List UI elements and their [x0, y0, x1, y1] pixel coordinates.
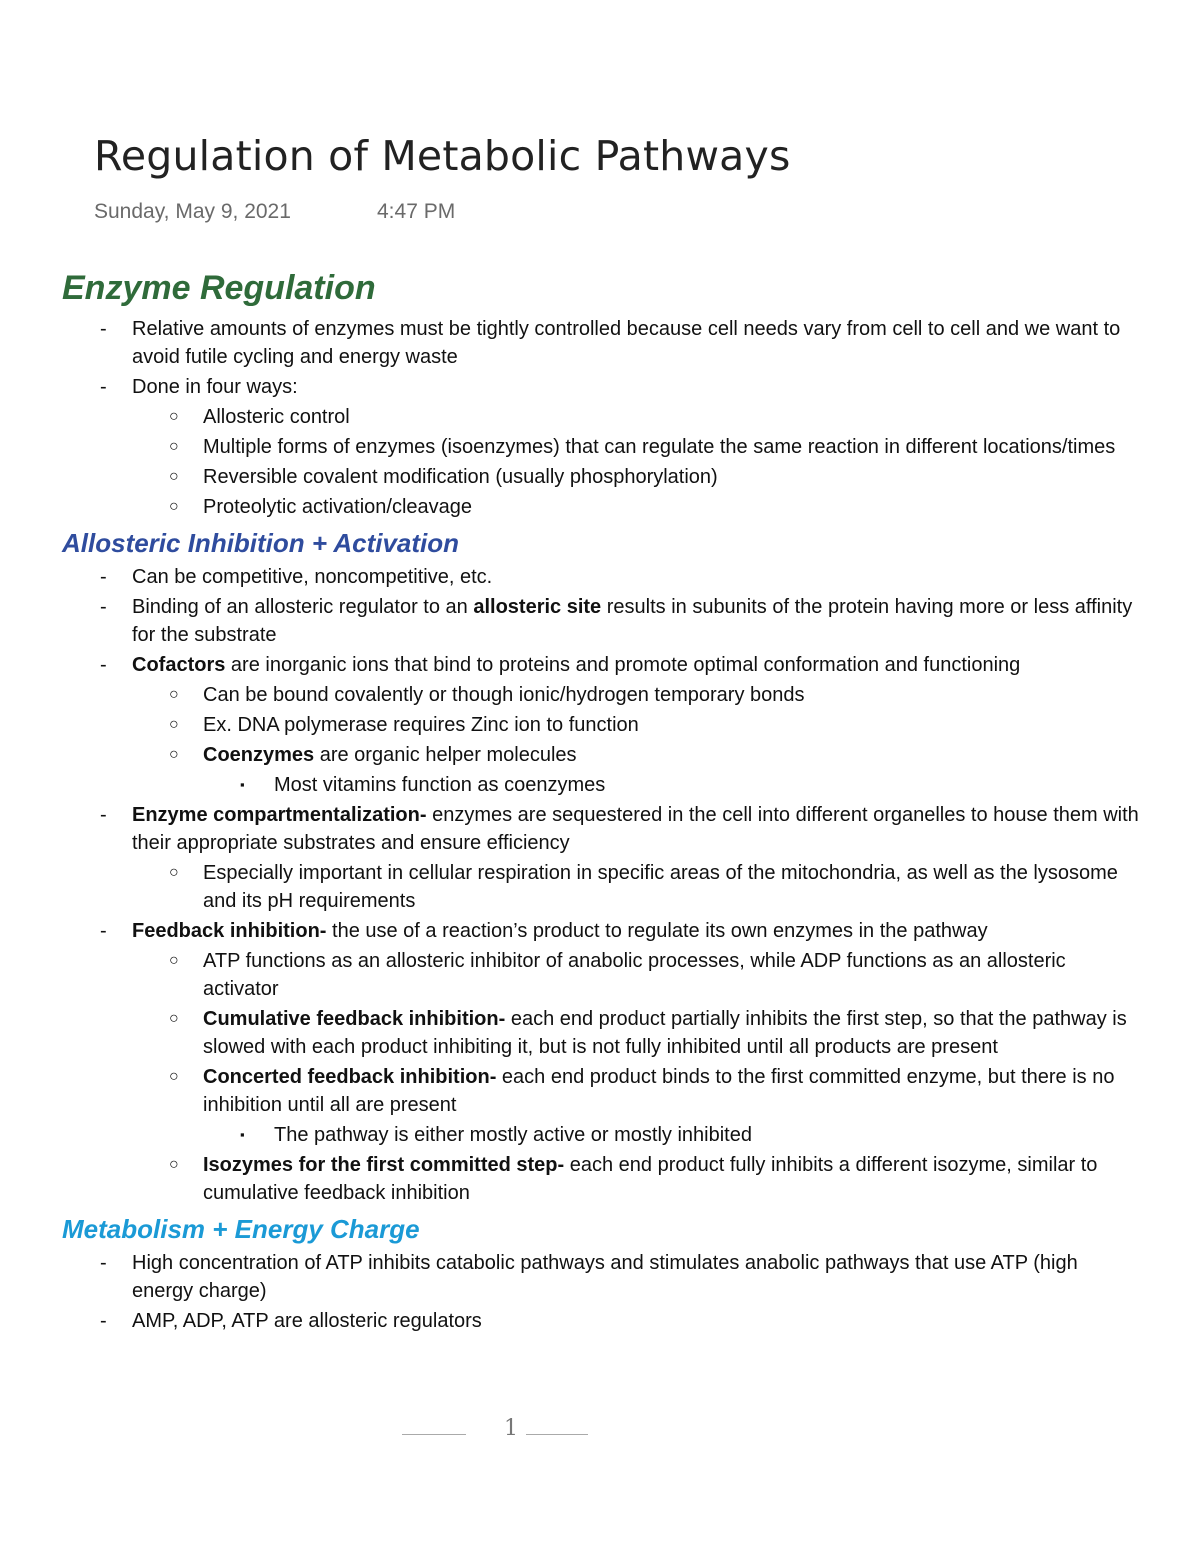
dash-bullet: - — [100, 654, 107, 676]
list-item: ○ Cumulative feedback inhibition- each end product partially inhibits the first step, so that the pathway is slowed with each product inhibiting it, but is not fully inhibited until all products are present — [62, 1004, 1142, 1062]
note-content — [62, 262, 1142, 1336]
list-item: ▪ The pathway is either mostly active or mostly inhibited — [62, 1120, 1142, 1150]
list-item: ○ Especially important in cellular respiration in specific areas of the mitochondria, as well as the lysosome and its pH requirements — [62, 858, 1142, 916]
list-item: ○ Coenzymes are organic helper molecules — [62, 740, 1142, 770]
circle-bullet: ○ — [169, 438, 179, 455]
list-item: ○ Allosteric control — [62, 402, 1142, 432]
heading-energy-charge: Metabolism + Energy Charge — [62, 1214, 420, 1244]
square-bullet: ▪ — [240, 777, 245, 792]
heading-allosteric: Allosteric Inhibition + Activation — [62, 528, 460, 558]
dash-bullet: - — [100, 566, 107, 588]
circle-bullet: ○ — [169, 468, 179, 485]
list-item: - Feedback inhibition- the use of a reaction’s product to regulate its own enzymes in the pathway — [62, 916, 1142, 946]
list-item: ▪ Most vitamins function as coenzymes — [62, 770, 1142, 800]
list-item: ○ Ex. DNA polymerase requires Zinc ion to function — [62, 710, 1142, 740]
energy-charge-list — [62, 1248, 1142, 1336]
note-date: Sunday, May 9, 2021 — [94, 200, 291, 223]
list-item: - Binding of an allosteric regulator to an allosteric site results in subunits of the protein having more or less affinity for the substrate — [62, 592, 1142, 650]
list-item: ○ Concerted feedback inhibition- each end product binds to the first committed enzyme, but there is no inhibition until all are present — [62, 1062, 1142, 1120]
circle-bullet: ○ — [169, 1010, 179, 1027]
dash-bullet: - — [100, 1252, 107, 1274]
footer-divider — [402, 1434, 466, 1435]
dash-bullet: - — [100, 318, 107, 340]
circle-bullet: ○ — [169, 864, 179, 881]
square-bullet: ▪ — [240, 1127, 245, 1142]
circle-bullet: ○ — [169, 1068, 179, 1085]
circle-bullet: ○ — [169, 716, 179, 733]
list-item: ○ Can be bound covalently or though ionic/hydrogen temporary bonds — [62, 680, 1142, 710]
footer-divider — [526, 1434, 588, 1435]
heading-enzyme-regulation: Enzyme Regulation — [62, 269, 376, 307]
list-item: - Cofactors are inorganic ions that bind to proteins and promote optimal conformation and functioning — [62, 650, 1142, 680]
dash-bullet: - — [100, 920, 107, 942]
list-item: ○ Proteolytic activation/cleavage — [62, 492, 1142, 522]
page-number: 1 — [504, 1416, 518, 1441]
list-item: ○ Reversible covalent modification (usually phosphorylation) — [62, 462, 1142, 492]
page-footer — [400, 1416, 590, 1444]
list-item: - Relative amounts of enzymes must be tightly controlled because cell needs vary from cell to cell and we want to avoid futile cycling and energy waste — [62, 314, 1142, 372]
circle-bullet: ○ — [169, 408, 179, 425]
circle-bullet: ○ — [169, 498, 179, 515]
note-time: 4:47 PM — [377, 200, 456, 223]
list-item: ○ Multiple forms of enzymes (isoenzymes) that can regulate the same reaction in different locations/times — [62, 432, 1142, 462]
circle-bullet: ○ — [169, 1156, 179, 1173]
enzyme-regulation-list — [62, 314, 1142, 522]
page-title: Regulation of Metabolic Pathways — [94, 132, 791, 180]
list-item: ○ ATP functions as an allosteric inhibitor of anabolic processes, while ADP functions as an allosteric activator — [62, 946, 1142, 1004]
dash-bullet: - — [100, 1310, 107, 1332]
circle-bullet: ○ — [169, 952, 179, 969]
dash-bullet: - — [100, 804, 107, 826]
list-item: - Done in four ways: — [62, 372, 1142, 402]
list-item: - High concentration of ATP inhibits catabolic pathways and stimulates anabolic pathways that use ATP (high energy charge) — [62, 1248, 1142, 1306]
list-item: ○ Isozymes for the first committed step- each end product fully inhibits a different isozyme, similar to cumulative feedback inhibition — [62, 1150, 1142, 1208]
list-item: - AMP, ADP, ATP are allosteric regulators — [62, 1306, 1142, 1336]
circle-bullet: ○ — [169, 746, 179, 763]
list-item: - Can be competitive, noncompetitive, etc. — [62, 562, 1142, 592]
dash-bullet: - — [100, 596, 107, 618]
dash-bullet: - — [100, 376, 107, 398]
allosteric-list — [62, 562, 1142, 1208]
circle-bullet: ○ — [169, 686, 179, 703]
list-item: - Enzyme compartmentalization- enzymes are sequestered in the cell into different organelles to house them with their appropriate substrates and ensure efficiency — [62, 800, 1142, 858]
